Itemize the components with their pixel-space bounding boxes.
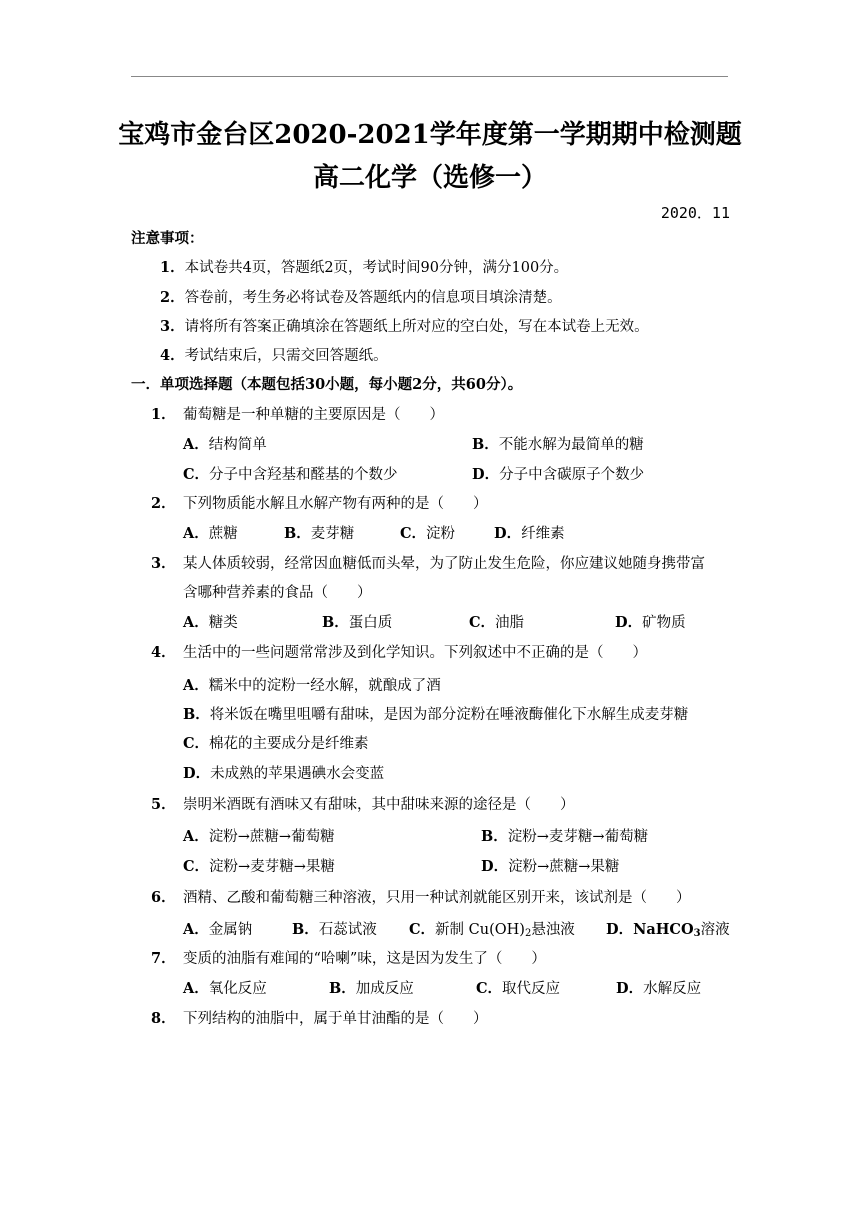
option-a — [183, 921, 252, 939]
option-text: 糯米中的淀粉一经水解，就酿成了酒 — [208, 678, 441, 694]
option-text: 加成反应 — [355, 981, 414, 997]
option-label: A． — [183, 614, 209, 631]
section-heading: 一．单项选择题（本题包括30小题，每小题2分，共60分）。 — [131, 376, 523, 393]
option-text: 分子中含羟基和醛基的个数少 — [209, 467, 398, 483]
option-text: 金属钠 — [208, 922, 253, 938]
option-c — [183, 858, 335, 876]
option-label: C． — [183, 735, 210, 752]
option-text: 棉花的主要成分是纤维素 — [209, 736, 369, 752]
note-item-2 — [160, 289, 562, 307]
option-text: 淀粉→蔗糖→葡萄糖 — [208, 829, 335, 845]
option-c — [400, 525, 455, 543]
option-text: 结构简单 — [208, 437, 267, 453]
option-text: 纤维素 — [521, 526, 565, 542]
question-number: 4． — [151, 644, 176, 661]
exam-subtitle: 高二化学（选修一） — [312, 163, 547, 193]
option-label: A． — [183, 677, 209, 694]
question-text: 生活中的一些问题常常涉及到化学知识。下列叙述中不正确的是（ ） — [183, 645, 647, 661]
option-b — [284, 525, 354, 543]
option-text: 水解反应 — [643, 981, 702, 997]
option-d — [615, 614, 686, 632]
option-label: A． — [183, 921, 209, 938]
option-label: D． — [472, 466, 500, 483]
option-label: D． — [494, 525, 522, 542]
exam-title: 宝鸡市金台区2020-2021学年度第一学期期中检测题 — [118, 120, 742, 150]
option-d — [481, 858, 619, 876]
question-text-continued: 含哪种营养素的食品（ ） — [183, 585, 372, 601]
option-a — [183, 525, 238, 543]
option-text: 油脂 — [495, 615, 525, 631]
subscript: 2 — [524, 928, 532, 939]
option-b — [322, 614, 392, 632]
option-text: 石蕊试液 — [318, 922, 377, 938]
option-b — [481, 828, 648, 846]
notes-heading: 注意事项： — [131, 230, 204, 247]
note-item-1 — [160, 259, 568, 277]
option-text: 矿物质 — [642, 615, 686, 631]
option-label: D． — [615, 614, 643, 631]
question-number: 8． — [151, 1010, 176, 1027]
option-a — [183, 614, 238, 632]
question-number: 3． — [151, 555, 176, 572]
question-text: 葡萄糖是一种单糖的主要原因是（ ） — [183, 407, 444, 423]
option-text: 淀粉→麦芽糖→果糖 — [209, 859, 335, 875]
option-text: 溶液 — [700, 922, 730, 938]
option-text: 取代反应 — [502, 981, 561, 997]
option-text: 分子中含碳原子个数少 — [499, 467, 645, 483]
option-text: 淀粉→蔗糖→果糖 — [508, 859, 620, 875]
question-text: 下列物质能水解且水解产物有两种的是（ ） — [183, 496, 488, 512]
option-label: C． — [183, 466, 210, 483]
option-a — [183, 677, 441, 695]
option-label: B． — [322, 614, 349, 631]
option-text: 蔗糖 — [208, 526, 238, 542]
question-text: 下列结构的油脂中，属于单甘油酯的是（ ） — [183, 1011, 488, 1027]
option-text: 氧化反应 — [208, 981, 267, 997]
option-b — [183, 706, 688, 724]
option-text: 麦芽糖 — [310, 526, 355, 542]
option-text: 将米饭在嘴里咀嚼有甜味，是因为部分淀粉在唾液酶催化下水解生成麦芽糖 — [209, 707, 689, 723]
option-text: NaHCO — [633, 921, 694, 938]
option-c — [469, 614, 524, 632]
note-number: 1． — [160, 259, 185, 276]
option-label: A． — [183, 525, 209, 542]
option-a — [183, 436, 267, 454]
option-label: C． — [469, 614, 496, 631]
option-d — [183, 765, 384, 783]
option-label: D． — [616, 980, 644, 997]
note-text: 本试卷共4页，答题纸2页，考试时间90分钟，满分100分。 — [184, 260, 569, 276]
exam-date: 2020．11 — [660, 204, 730, 222]
question-text: 酒精、乙酸和葡萄糖三种溶液，只用一种试剂就能区别开来，该试剂是（ ） — [183, 890, 691, 906]
question-number: 6． — [151, 889, 176, 906]
option-text: 糖类 — [208, 615, 238, 631]
option-c — [476, 980, 560, 998]
option-c — [183, 466, 398, 484]
note-number: 3． — [160, 318, 185, 335]
header-rule — [131, 76, 728, 77]
option-label: A． — [183, 828, 209, 845]
question-number: 1． — [151, 406, 176, 423]
option-label: B． — [183, 706, 210, 723]
option-label: A． — [183, 436, 209, 453]
option-label: B． — [284, 525, 311, 542]
option-text: 淀粉 — [426, 526, 456, 542]
option-label: C． — [400, 525, 427, 542]
option-b — [292, 921, 377, 939]
subscript: 3 — [693, 928, 701, 939]
option-a — [183, 980, 267, 998]
option-d — [616, 980, 701, 998]
option-label: D． — [183, 765, 211, 782]
note-item-4 — [160, 347, 388, 365]
option-a — [183, 828, 335, 846]
question-text: 变质的油脂有难闻的“哈喇”味，这是因为发生了（ ） — [183, 951, 546, 967]
note-text: 考试结束后，只需交回答题纸。 — [184, 348, 388, 364]
option-label: B． — [472, 436, 499, 453]
note-text: 答卷前，考生务必将试卷及答题纸内的信息项目填涂清楚。 — [184, 290, 562, 306]
option-label: D． — [481, 858, 509, 875]
option-label: A． — [183, 980, 209, 997]
note-number: 4． — [160, 347, 185, 364]
option-d — [606, 921, 730, 939]
question-text: 崇明米酒既有酒味又有甜味，其中甜味来源的途径是（ ） — [183, 797, 575, 813]
note-text: 请将所有答案正确填涂在答题纸上所对应的空白处，写在本试卷上无效。 — [184, 319, 649, 335]
question-number: 2． — [151, 495, 176, 512]
option-c — [183, 735, 369, 753]
option-label: C． — [183, 858, 210, 875]
option-text: 蛋白质 — [348, 615, 393, 631]
option-label: C． — [409, 921, 436, 938]
question-number: 5． — [151, 796, 176, 813]
option-text: 不能水解为最简单的糖 — [498, 437, 644, 453]
option-b — [472, 436, 644, 454]
option-label: D． — [606, 921, 634, 938]
option-d — [472, 466, 644, 484]
option-text: 淀粉→麦芽糖→葡萄糖 — [507, 829, 649, 845]
option-label: B． — [292, 921, 319, 938]
option-text: 悬浊液 — [531, 922, 575, 938]
option-label: B． — [481, 828, 508, 845]
note-item-3 — [160, 318, 649, 336]
option-text: 新制 Cu(OH) — [435, 922, 525, 938]
option-label: C． — [476, 980, 503, 997]
question-number: 7． — [151, 950, 176, 967]
option-d — [494, 525, 565, 543]
option-b — [329, 980, 414, 998]
note-number: 2． — [160, 289, 185, 306]
option-label: B． — [329, 980, 356, 997]
question-text: 某人体质较弱，经常因血糖低而头晕，为了防止发生危险，你应建议她随身携带富 — [183, 556, 705, 572]
option-c — [409, 921, 575, 939]
option-text: 未成熟的苹果遇碘水会变蓝 — [210, 766, 385, 782]
